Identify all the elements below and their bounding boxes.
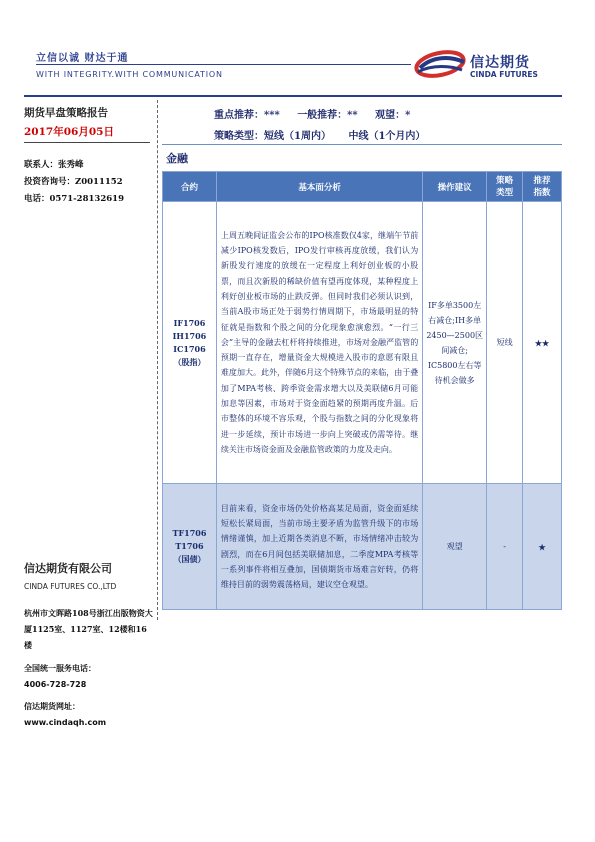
strategy-short: 短线（1周内） bbox=[264, 131, 331, 142]
company-name-en: CINDA FUTURES CO.,LTD bbox=[24, 582, 117, 591]
contact-person: 联系人：张秀峰 bbox=[24, 160, 84, 170]
company-info bbox=[24, 560, 154, 727]
section-title: 金融 bbox=[166, 152, 188, 165]
report-date: 2017年06月05日 bbox=[24, 126, 114, 138]
logo-text-en: CINDA FUTURES bbox=[470, 70, 538, 79]
report-title: 期货早盘策略报告 bbox=[24, 107, 108, 119]
contract-cell bbox=[163, 484, 217, 610]
legend-rule bbox=[162, 144, 562, 145]
operation-cell: IF多单3500左右减仓;IH多单2450—2500区间减仓; IC5800左右等待机会做多 bbox=[423, 202, 487, 484]
contract-code: T1706 bbox=[175, 541, 204, 551]
recommend-normal: 一般推荐：** bbox=[297, 110, 358, 121]
company-address: 杭州市文晖路108号浙江出版物资大厦1125室、1127室、12楼和16楼 bbox=[24, 608, 153, 650]
contract-category: （股指） bbox=[173, 356, 206, 367]
strategy-cell: 短线 bbox=[487, 202, 523, 484]
contact-phone: 电话：0571-28132619 bbox=[24, 194, 124, 204]
vertical-separator bbox=[157, 100, 158, 620]
header-strategy: 策略类型 bbox=[487, 172, 523, 202]
table-row bbox=[163, 202, 562, 484]
logo-emblem-icon bbox=[414, 48, 466, 79]
operation-cell: 观望 bbox=[423, 484, 487, 610]
license-number: 投资咨询号：Z0011152 bbox=[24, 177, 123, 187]
strategy-table bbox=[162, 171, 562, 610]
slogan-cn: 立信以诚 财达于通 bbox=[36, 53, 129, 64]
website-link[interactable]: www.cindaqh.com bbox=[24, 718, 107, 727]
contract-cell bbox=[163, 202, 217, 484]
recommend-key: 重点推荐：*** bbox=[214, 110, 280, 121]
contract-code: IF1706 bbox=[173, 317, 206, 328]
header-operation: 操作建议 bbox=[423, 172, 487, 202]
hotline-label: 全国统一服务电话： bbox=[24, 663, 96, 673]
header-rule bbox=[24, 95, 562, 97]
header-rating: 推荐指数 bbox=[523, 172, 562, 202]
logo-text-cn: 信达期货 bbox=[470, 55, 530, 71]
rating-cell: ★★ bbox=[523, 202, 562, 484]
recommend-legend bbox=[214, 106, 424, 121]
strategy-label: 策略类型： bbox=[214, 131, 264, 142]
strategy-cell: - bbox=[487, 484, 523, 610]
analysis-cell: 目前来看，资金市场仍处价格高某足局面，资金面延续短松长紧局面，当前市场主要矛盾为监管升级下的市场情绪谨慎，加上近期各类消息不断，市场情绪冲击较为剧烈，而在6月间包括美联储加息，二季度MPA考核等一系列事件将相互叠加，国债期货市场难言好转，仍将维持目前的弱势震荡格局，建议空仓观望。 bbox=[216, 484, 422, 610]
header-analysis: 基本面分析 bbox=[216, 172, 422, 202]
table-header-row bbox=[163, 172, 562, 202]
rating-cell: ★ bbox=[523, 484, 562, 610]
contract-code: IC1706 bbox=[173, 343, 206, 354]
header-contract: 合约 bbox=[163, 172, 217, 202]
contract-code: IH1706 bbox=[172, 330, 207, 341]
contract-category: （国债） bbox=[173, 554, 206, 564]
table-row bbox=[163, 484, 562, 610]
strategy-mid: 中线（1个月内） bbox=[348, 131, 426, 142]
analysis-cell: 上周五晚间证监会公布的IPO核准数仅4家，继端午节前减少IPO核发数后，IPO发行审核再度放缓，我们认为新股发行速度的放缓在一定程度上利好创业板的小股票，而且次新股的稀缺价值有望再度体现，某种程度上利好创业板市场的止跌反弹。但同时我们必须认识到，当前A股市场正处于弱势行情周期下，市场最明显的特征就是指数和个股之间的分化现象愈演愈烈。“一行三会”主导的金融去杠杆将持续推进，市场对金融严监管的预期一直存在，增量资金大规模进入股市的意愿有限且难度加大。此外，伴随6月这个特殊节点的来临，由于叠加了MPA考核、跨季资金需求增大以及美联储6月可能加息等因素，市场对于资金面趋紧的预期再度升温。后市整体的环境不容乐观，个股与指数之间的分化现象将进一步延续，预计市场进一步向上突破或仍需等待。继续关注市场资金面及金融监管政策的力度及走向。 bbox=[216, 202, 422, 484]
slogan-underline bbox=[36, 64, 411, 65]
slogan-en: WITH INTEGRITY.WITH COMMUNICATION bbox=[36, 70, 223, 79]
contract-code: TF1706 bbox=[172, 528, 207, 538]
recommend-watch: 观望：* bbox=[375, 110, 411, 121]
company-name: 信达期货有限公司 bbox=[24, 562, 112, 575]
website-label: 信达期货网址： bbox=[24, 701, 80, 711]
strategy-legend bbox=[214, 127, 439, 142]
hotline-number: 4006-728-728 bbox=[24, 680, 87, 689]
sidebar-divider bbox=[24, 142, 150, 143]
